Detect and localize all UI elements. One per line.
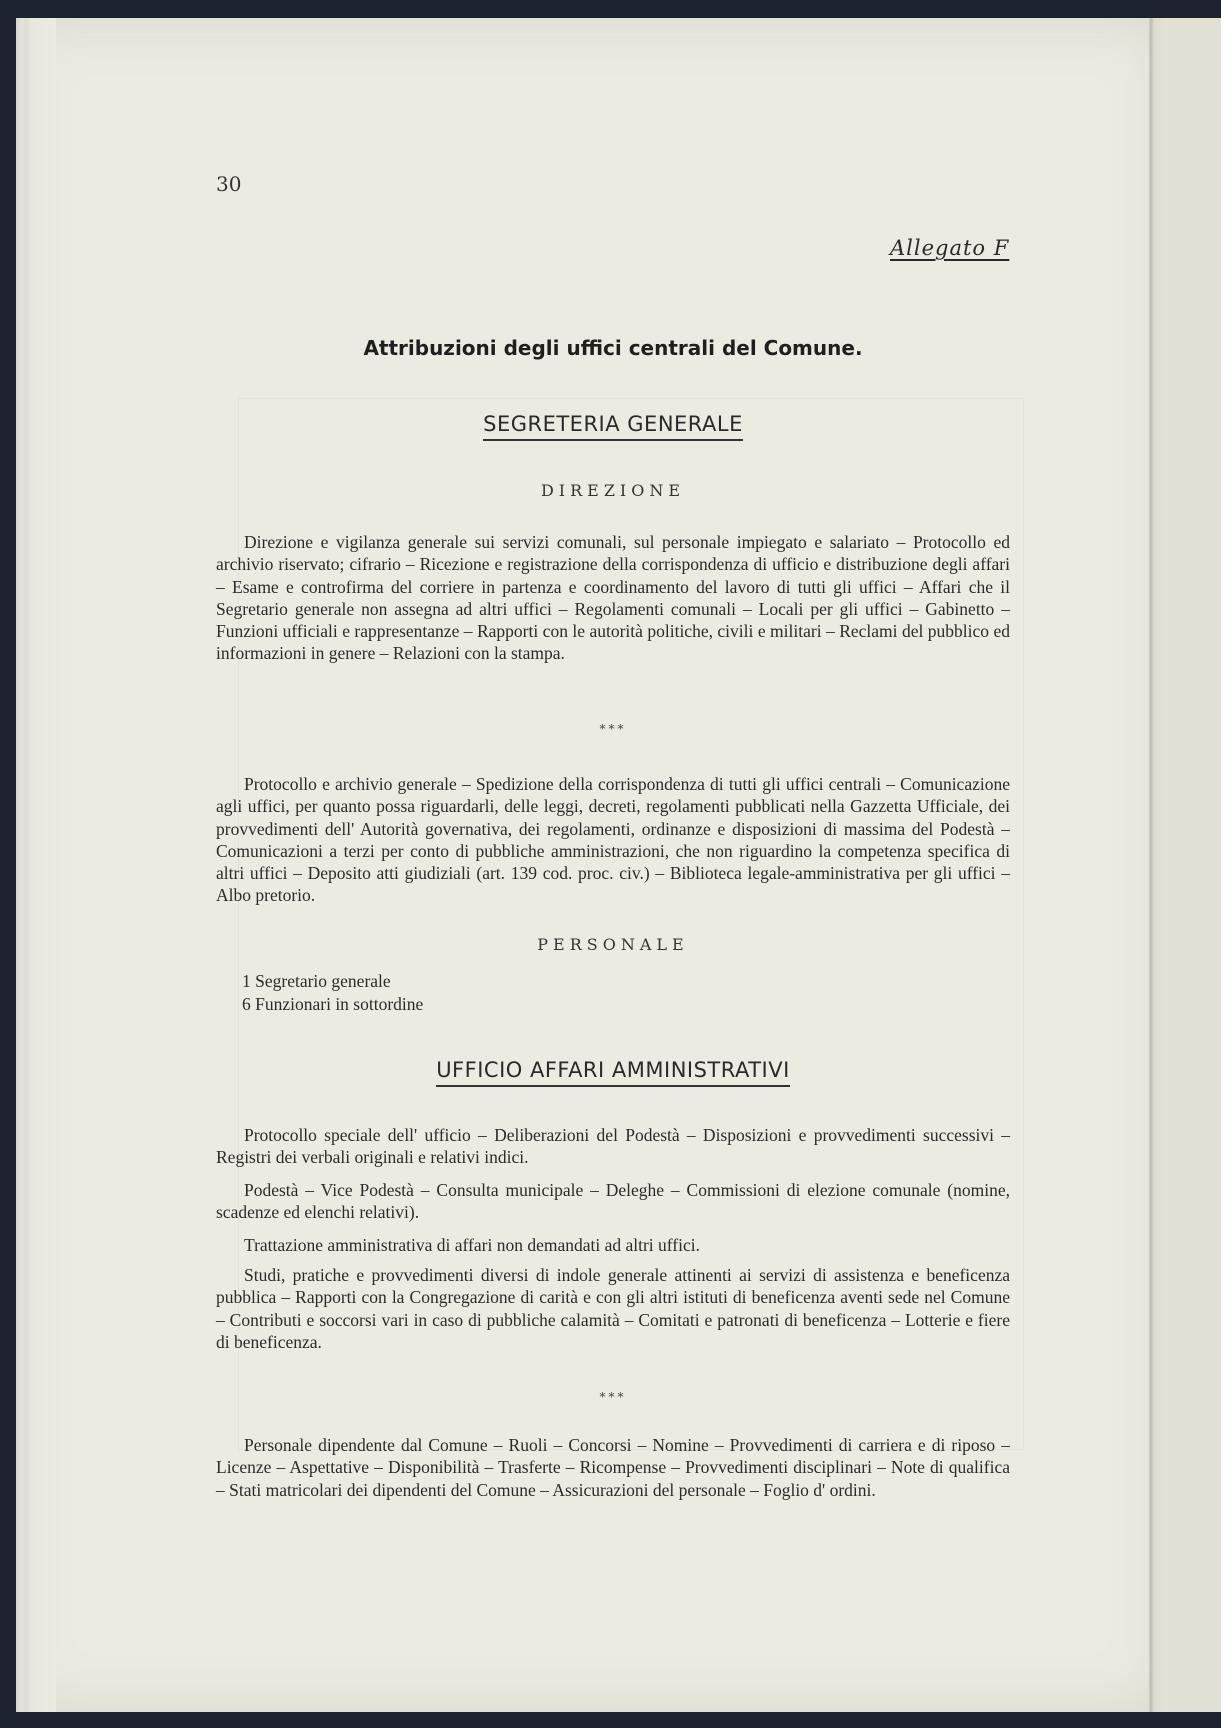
- page-number: 30: [216, 172, 242, 196]
- paragraph-trattazione: Trattazione amministrativa di affari non demandati ad altri uffici.: [244, 1235, 700, 1255]
- page-left-edge: [16, 18, 56, 1712]
- section-heading-segreteria: [216, 412, 1010, 436]
- subheading-personale: PERSONALE: [537, 935, 689, 954]
- annex-label: Allegato F: [890, 236, 1010, 260]
- paragraph-protocollo: Protocollo e archivio generale – Spedizione della corrispondenza di tutti gli uffici centrali – Comunicazione agli uffici, per quanto possa riguardarli, delle leggi, decreti, regolamenti pubblicati nella Gazzetta Ufficiale, dei provvedimenti dell' Autorità governativa, dei regolamenti, ordinanze e disposizioni di massima del Podestà – Comunicazioni a terzi per conto di pubbliche amministrazioni, che non riguardino la competenza specifica di altri uffici – Deposito atti giudiziali (art. 139 cod. proc. civ.) – Biblioteca legale-amministrativa per gli uffici – Albo pretorio.: [216, 774, 1010, 906]
- subheading-direzione: DIREZIONE: [540, 481, 686, 500]
- paragraph-direzione: Direzione e vigilanza generale sui servizi comunali, sul personale impiegato e salariato – Protocollo ed archivio riservato; cifrario – Ricezione e registrazione della corrispondenza di ufficio e distribuzione degli affari – Esame e controfirma del corriere in partenza e coordinamento del lavoro di tutti gli uffici – Affari che il Segretario generale non assegna ad altri uffici – Regolamenti comunali – Locali per gli uffici – Gabinetto – Funzioni ufficiali e rappresentanze – Rapporti con le autorità politiche, civili e militari – Reclami del pubblico ed informazioni in genere – Relazioni con la stampa.: [216, 532, 1010, 664]
- scan-border: [0, 1712, 1221, 1728]
- staff-item: 6 Funzionari in sottordine: [242, 993, 424, 1014]
- staff-item: 1 Segretario generale: [242, 971, 391, 991]
- section-heading-text: UFFICIO AFFARI AMMINISTRATIVI: [436, 1058, 790, 1087]
- separator-stars: ***: [599, 722, 627, 736]
- section-heading-affari-amministrativi: [216, 1058, 1010, 1082]
- staff-list: [242, 970, 423, 1015]
- paragraph-podesta: Podestà – Vice Podestà – Consulta municipale – Deleghe – Commissioni di elezione comunale (nomine, scadenze ed elenchi relativi).: [216, 1180, 1010, 1223]
- paragraph-protocollo-speciale: Protocollo speciale dell' ufficio – Deliberazioni del Podestà – Disposizioni e provvedimenti successivi – Registri dei verbali originali e relativi indici.: [216, 1125, 1010, 1168]
- page-title: Attribuzioni degli uffici centrali del Comune.: [363, 336, 863, 360]
- facing-page-edge: [1168, 18, 1221, 1712]
- paragraph-beneficenza: Studi, pratiche e provvedimenti diversi di indole generale attinenti ai servizi di assistenza e beneficenza pubblica – Rapporti con la Congregazione di carità e con gli altri istituti di beneficenza aventi sede nel Comune – Contributi e soccorsi vari in caso di pubbliche calamità – Comitati e patronati di beneficenza – Lotterie e fiere di beneficenza.: [216, 1265, 1010, 1352]
- book-gutter: [1149, 18, 1168, 1712]
- section-heading-text: SEGRETERIA GENERALE: [483, 412, 743, 441]
- paragraph-personale-dipendente: Personale dipendente dal Comune – Ruoli – Concorsi – Nomine – Provvedimenti di carriera e di riposo – Licenze – Aspettative – Disponibilità – Trasferte – Ricompense – Provvedimenti disciplinari – Note di qualifica – Stati matricolari dei dipendenti del Comune – Assicurazioni del personale – Foglio d' ordini.: [216, 1435, 1010, 1500]
- separator-stars: ***: [599, 1390, 627, 1404]
